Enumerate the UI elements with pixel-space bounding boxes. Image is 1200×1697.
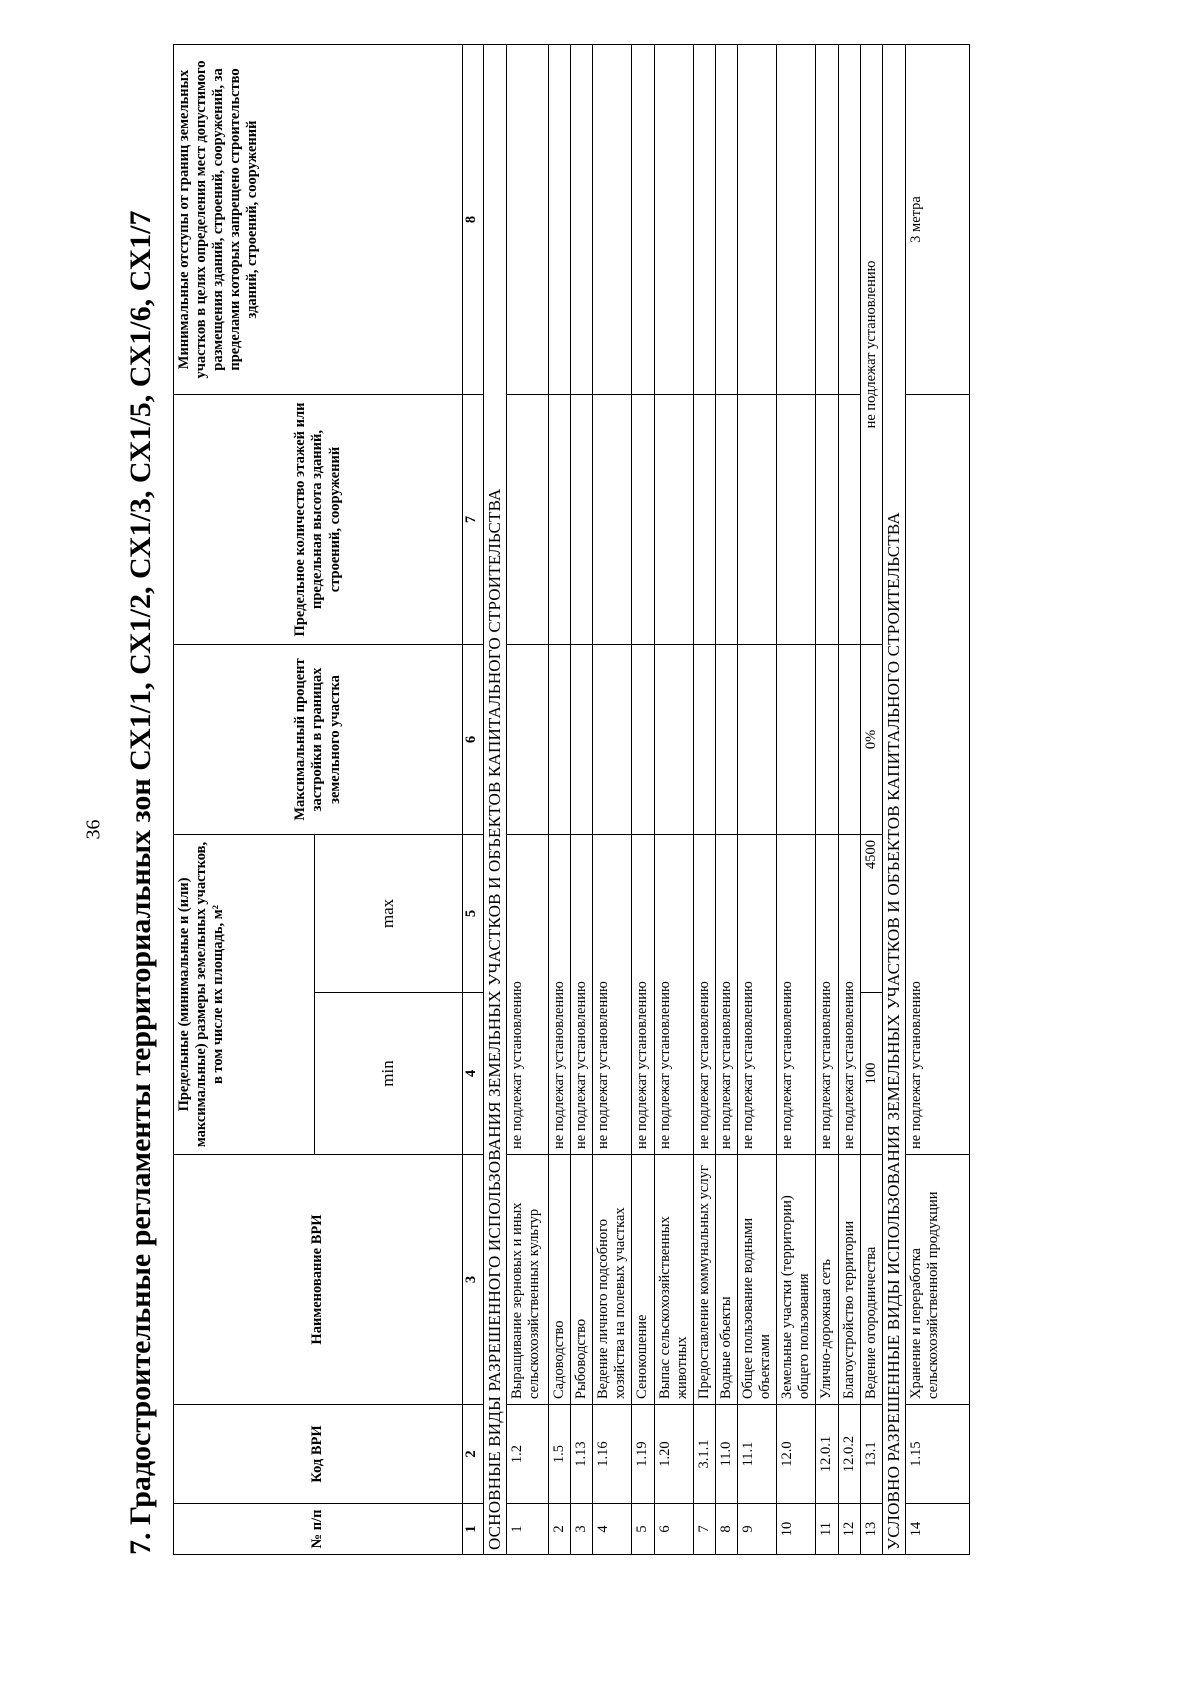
col-number: 2 <box>463 1405 484 1504</box>
header-min: min <box>315 993 463 1155</box>
row-name: Благоустройство территории <box>838 1155 860 1405</box>
row-size: не подлежат установлению <box>571 834 593 1154</box>
row-code: 1.13 <box>571 1405 593 1504</box>
row-num: 12 <box>838 1504 860 1555</box>
header-percent: Максимальный процент застройки в границах земельного участка <box>174 644 463 834</box>
row-num: 8 <box>715 1504 737 1555</box>
row-size: не подлежат установлению <box>507 834 549 1154</box>
row-name: Общее пользование водными объектами <box>738 1155 777 1405</box>
row-num: 1 <box>507 1504 549 1555</box>
row-num: 13 <box>860 1504 882 1555</box>
regulations-table <box>173 44 970 1555</box>
row-floors-setback: не подлежат установлению <box>860 44 882 644</box>
row-size: не подлежат установлению <box>816 834 838 1154</box>
col-number: 1 <box>463 1504 484 1555</box>
row-num: 7 <box>693 1504 715 1555</box>
table-row <box>777 44 816 1554</box>
row-size: не подлежат установлению <box>593 834 632 1154</box>
row-code: 1.15 <box>905 1405 969 1504</box>
row-num: 4 <box>593 1504 632 1555</box>
table-row <box>905 44 969 1554</box>
document-title: 7. Градостроительные регламенты территориальных зон СХ1/1, СХ1/2, СХ1/3, СХ1/5, СХ1/6, СХ1/7 <box>124 210 157 1555</box>
col-number: 8 <box>463 44 484 394</box>
header-max: max <box>315 834 463 992</box>
row-name: Сенокошение <box>632 1155 654 1405</box>
table-row <box>549 44 571 1554</box>
table-row <box>593 44 632 1554</box>
page-number: 36 <box>82 819 105 840</box>
section-title: ОСНОВНЫЕ ВИДЫ РАЗРЕШЕННОГО ИСПОЛЬЗОВАНИЯ ЗЕМЕЛЬНЫХ УЧАСТКОВ И ОБЪЕКТОВ КАПИТАЛЬНОГО СТРОИТЕЛЬСТВА <box>484 44 507 1554</box>
header-num: № п/п <box>174 1504 463 1555</box>
row-size: не подлежат установлению <box>905 394 969 1154</box>
row-code: 12.0.2 <box>838 1405 860 1504</box>
row-code: 11.1 <box>738 1405 777 1504</box>
row-num: 9 <box>738 1504 777 1555</box>
col-number: 4 <box>463 993 484 1155</box>
row-code: 1.5 <box>549 1405 571 1504</box>
header-row <box>174 44 315 1554</box>
section-row-conditional <box>882 44 905 1554</box>
row-code: 3.1.1 <box>693 1405 715 1504</box>
table-row <box>632 44 654 1554</box>
row-setback: 3 метра <box>905 44 969 394</box>
rotated-page-content <box>111 45 1151 1555</box>
header-floors: Предельное количество этажей или предельная высота зданий, строений, сооружений <box>174 394 463 644</box>
row-size: не подлежат установлению <box>693 834 715 1154</box>
row-code: 13.1 <box>860 1405 882 1504</box>
table-row <box>816 44 838 1554</box>
header-setback: Минимальные отступы от границ земельных участков в целях определения мест допустимого размещения зданий, строений, сооружений, за пределами которых запрещено строительство зданий, строений, сооружений <box>174 44 463 394</box>
row-code: 12.0.1 <box>816 1405 838 1504</box>
row-num: 3 <box>571 1504 593 1555</box>
row-name: Ведение личного подсобного хозяйства на полевых участках <box>593 1155 632 1405</box>
row-name: Улично-дорожная сеть <box>816 1155 838 1405</box>
row-min: 100 <box>860 993 882 1155</box>
row-num: 11 <box>816 1504 838 1555</box>
table-row <box>571 44 593 1554</box>
col-number: 7 <box>463 394 484 644</box>
header-code: Код ВРИ <box>174 1405 463 1504</box>
header-size <box>174 834 315 1154</box>
header-name: Наименование ВРИ <box>174 1155 463 1405</box>
row-code: 1.16 <box>593 1405 632 1504</box>
table-row <box>838 44 860 1554</box>
row-size: не подлежат установлению <box>654 834 693 1154</box>
row-size: не подлежат установлению <box>715 834 737 1154</box>
row-name: Садоводство <box>549 1155 571 1405</box>
row-num: 14 <box>905 1504 969 1555</box>
col-number: 5 <box>463 834 484 992</box>
row-name: Водные объекты <box>715 1155 737 1405</box>
row-code: 11.0 <box>715 1405 737 1504</box>
column-number-row <box>463 44 484 1554</box>
row-percent: 0% <box>860 644 882 834</box>
row-name: Рыбоводство <box>571 1155 593 1405</box>
row-name: Ведение огородничества <box>860 1155 882 1405</box>
row-code: 1.2 <box>507 1405 549 1504</box>
table-row <box>860 44 882 1554</box>
row-name: Предоставление коммунальных услуг <box>693 1155 715 1405</box>
col-number: 3 <box>463 1155 484 1405</box>
row-code: 12.0 <box>777 1405 816 1504</box>
row-size: не подлежат установлению <box>738 834 777 1154</box>
row-num: 5 <box>632 1504 654 1555</box>
row-num: 6 <box>654 1504 693 1555</box>
row-max: 4500 <box>860 834 882 992</box>
header-size-text: Предельные (минимальные и (или) максимальные) размеры земельных участков, в том числе их площадь, м² <box>176 841 227 1148</box>
row-size: не подлежат установлению <box>549 834 571 1154</box>
table-row <box>738 44 777 1554</box>
table-row <box>715 44 737 1554</box>
col-number: 6 <box>463 644 484 834</box>
table-row <box>507 44 549 1554</box>
row-num: 2 <box>549 1504 571 1555</box>
row-name: Земельные участки (территории) общего пользования <box>777 1155 816 1405</box>
row-name: Выращивание зерновых и иных сельскохозяйственных культур <box>507 1155 549 1405</box>
row-name: Хранение и переработка сельскохозяйственной продукции <box>905 1155 969 1405</box>
row-num: 10 <box>777 1504 816 1555</box>
row-size: не подлежат установлению <box>777 834 816 1154</box>
row-size: не подлежат установлению <box>838 834 860 1154</box>
row-name: Выпас сельскохозяйственных животных <box>654 1155 693 1405</box>
row-size: не подлежат установлению <box>632 834 654 1154</box>
row-code: 1.19 <box>632 1405 654 1504</box>
table-row <box>693 44 715 1554</box>
table-row <box>654 44 693 1554</box>
section-title: УСЛОВНО РАЗРЕШЕННЫЕ ВИДЫ ИСПОЛЬЗОВАНИЯ ЗЕМЕЛЬНЫХ УЧАСТКОВ И ОБЪЕКТОВ КАПИТАЛЬНОГО СТРОИТЕЛЬСТВА <box>882 44 905 1554</box>
section-row-main <box>484 44 507 1554</box>
row-code: 1.20 <box>654 1405 693 1504</box>
